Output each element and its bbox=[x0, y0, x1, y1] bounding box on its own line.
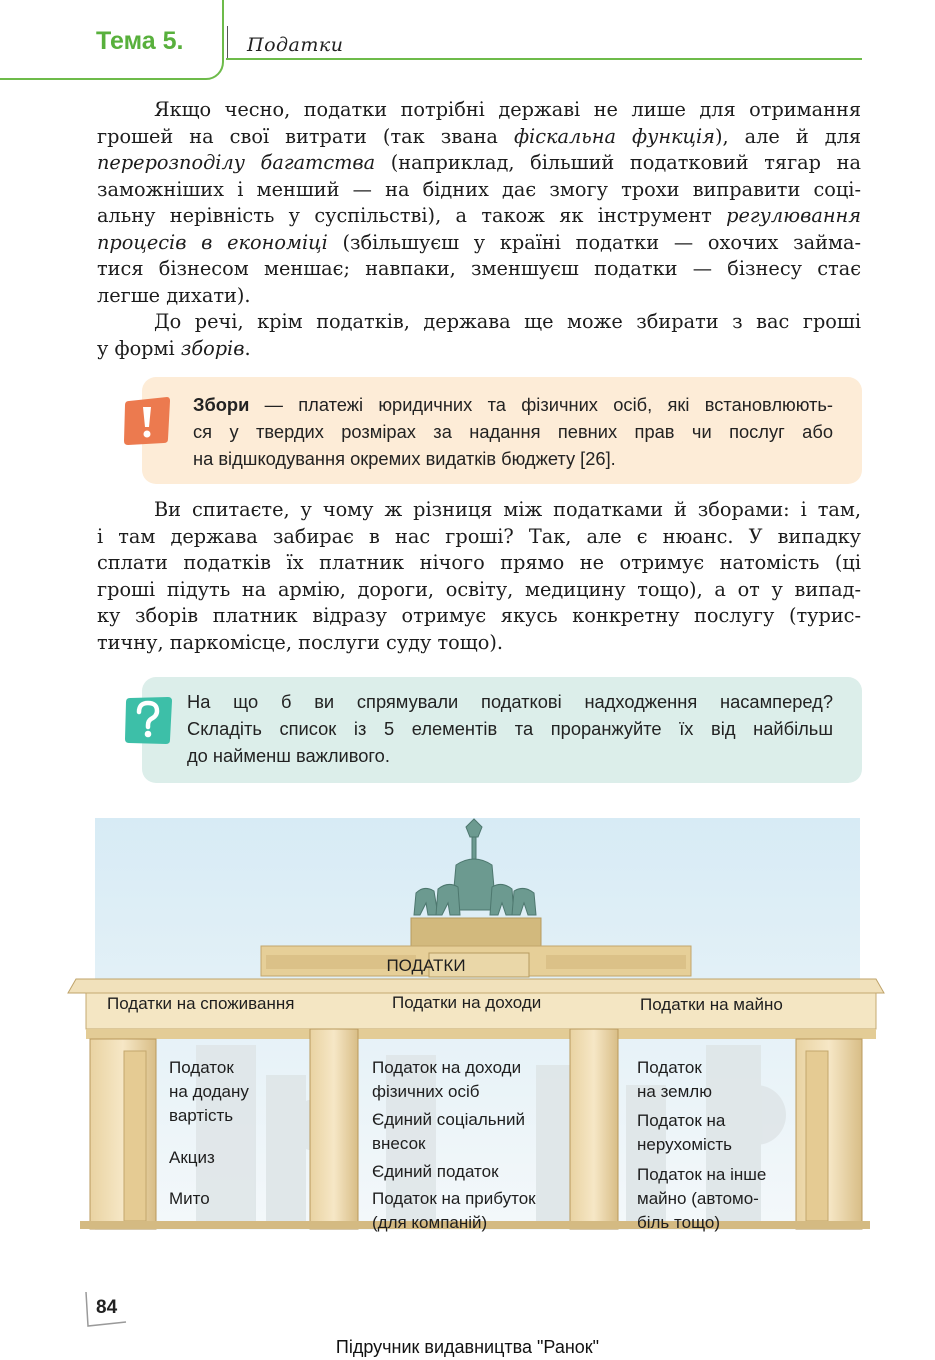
tax-item: Акциз bbox=[169, 1148, 215, 1167]
exclamation-icon bbox=[123, 395, 171, 447]
text-line: заможніших і менший — на бідних дає змогу трохи виправити соці- bbox=[97, 177, 861, 201]
text-line: на відшкодування окремих видатків бюджету [26]. bbox=[193, 448, 616, 469]
term-regulation: регулювання bbox=[726, 204, 861, 227]
tax-gate-illustration bbox=[66, 815, 886, 1235]
term-redistribution: перерозподілу багатства bbox=[97, 151, 376, 174]
tax-item: Податок на додану вартість bbox=[169, 1058, 249, 1125]
header-rule bbox=[226, 58, 862, 60]
text-line: грошей на свої витрати (так звана фіскальна функція), але й для bbox=[97, 124, 862, 148]
question-text bbox=[187, 688, 833, 769]
tax-item: Податок на нерухомість bbox=[637, 1111, 732, 1154]
text-line: сплати податків їх платник нічого прямо не отримує натомість (ці bbox=[97, 551, 861, 574]
text-line: альну нерівність у суспільстві), а також як інструмент регулювання bbox=[97, 204, 861, 227]
text-line: тися бізнесом меншає; навпаки, зменшуєш податки — бізнесу стає bbox=[97, 257, 861, 280]
text-line: перерозподілу багатства (наприклад, більший податковий тягар на bbox=[97, 151, 861, 174]
tax-item: Податок на доходи фізичних осіб bbox=[372, 1058, 522, 1101]
definition-term: Збори bbox=[193, 394, 250, 415]
text-line: у формі зборів. bbox=[97, 336, 251, 360]
gate-top-label: ПОДАТКИ bbox=[386, 956, 466, 975]
theme-label: Тема 5. bbox=[96, 27, 184, 55]
question-icon bbox=[123, 694, 173, 746]
tax-item: Податок на інше майно (автомо- біль тощо) bbox=[637, 1165, 767, 1232]
text-line: до найменш важливого. bbox=[187, 745, 390, 766]
publisher-footer: Підручник видавництва "Ранок" bbox=[335, 1337, 600, 1357]
paragraph-3 bbox=[97, 497, 861, 656]
category-property: Податки на майно bbox=[640, 995, 783, 1014]
term-fiscal-function: фіскальна функція bbox=[513, 124, 715, 148]
text-line: легше дихати). bbox=[97, 283, 251, 307]
text-line: тичну, паркомісце, послуги суду тощо). bbox=[97, 630, 503, 654]
text-line: ку зборів платник відразу отримує якусь конкретну послугу (турис- bbox=[97, 604, 861, 627]
text-line: На що б ви спрямували податкові надходження насамперед? bbox=[187, 691, 833, 712]
definition-text bbox=[193, 391, 833, 472]
section-title: Податки bbox=[247, 34, 344, 56]
text-line: Якщо чесно, податки потрібні державі не лише для отримання bbox=[154, 98, 861, 121]
tax-item: Податок на землю bbox=[637, 1058, 712, 1101]
category-income: Податки на доходи bbox=[392, 993, 542, 1012]
page-number: 84 bbox=[96, 1297, 118, 1318]
tax-item: Єдиний соціальний внесок bbox=[372, 1110, 526, 1153]
text-line: гроші підуть на армію, дороги, освіту, медицину тощо), а от у випад- bbox=[97, 577, 861, 601]
text-line: Складіть список із 5 елементів та проранжуйте їх від найбільш bbox=[187, 718, 833, 739]
text-line: До речі, крім податків, держава ще може збирати з вас гроші bbox=[154, 310, 861, 333]
text-line: процесів в економіці (збільшуєш у країні податки — охочих займа- bbox=[97, 230, 862, 254]
text-line: Ви спитаєте, у чому ж різниця між податками й зборами: і там, bbox=[154, 498, 861, 521]
paragraph-2 bbox=[97, 309, 861, 362]
tax-item: Мито bbox=[169, 1189, 210, 1208]
header-divider bbox=[227, 26, 228, 58]
category-consumption: Податки на споживання bbox=[107, 994, 295, 1013]
tax-item: Податок на прибуток (для компаній) bbox=[372, 1189, 536, 1232]
term-fees: зборів bbox=[180, 336, 245, 360]
text-line: Збори — платежі юридичних та фізичних осіб, які встановлюють- bbox=[193, 394, 833, 415]
text-line: і там держава забирає в нас гроші? Так, але є нюанс. У випадку bbox=[97, 524, 861, 548]
tax-item: Єдиний податок bbox=[372, 1162, 499, 1181]
paragraph-1 bbox=[97, 97, 861, 309]
text-line: ся у твердих розмірах за надання певних прав чи послуг або bbox=[193, 421, 833, 442]
term-economy-processes: процесів в економіці bbox=[97, 230, 328, 254]
